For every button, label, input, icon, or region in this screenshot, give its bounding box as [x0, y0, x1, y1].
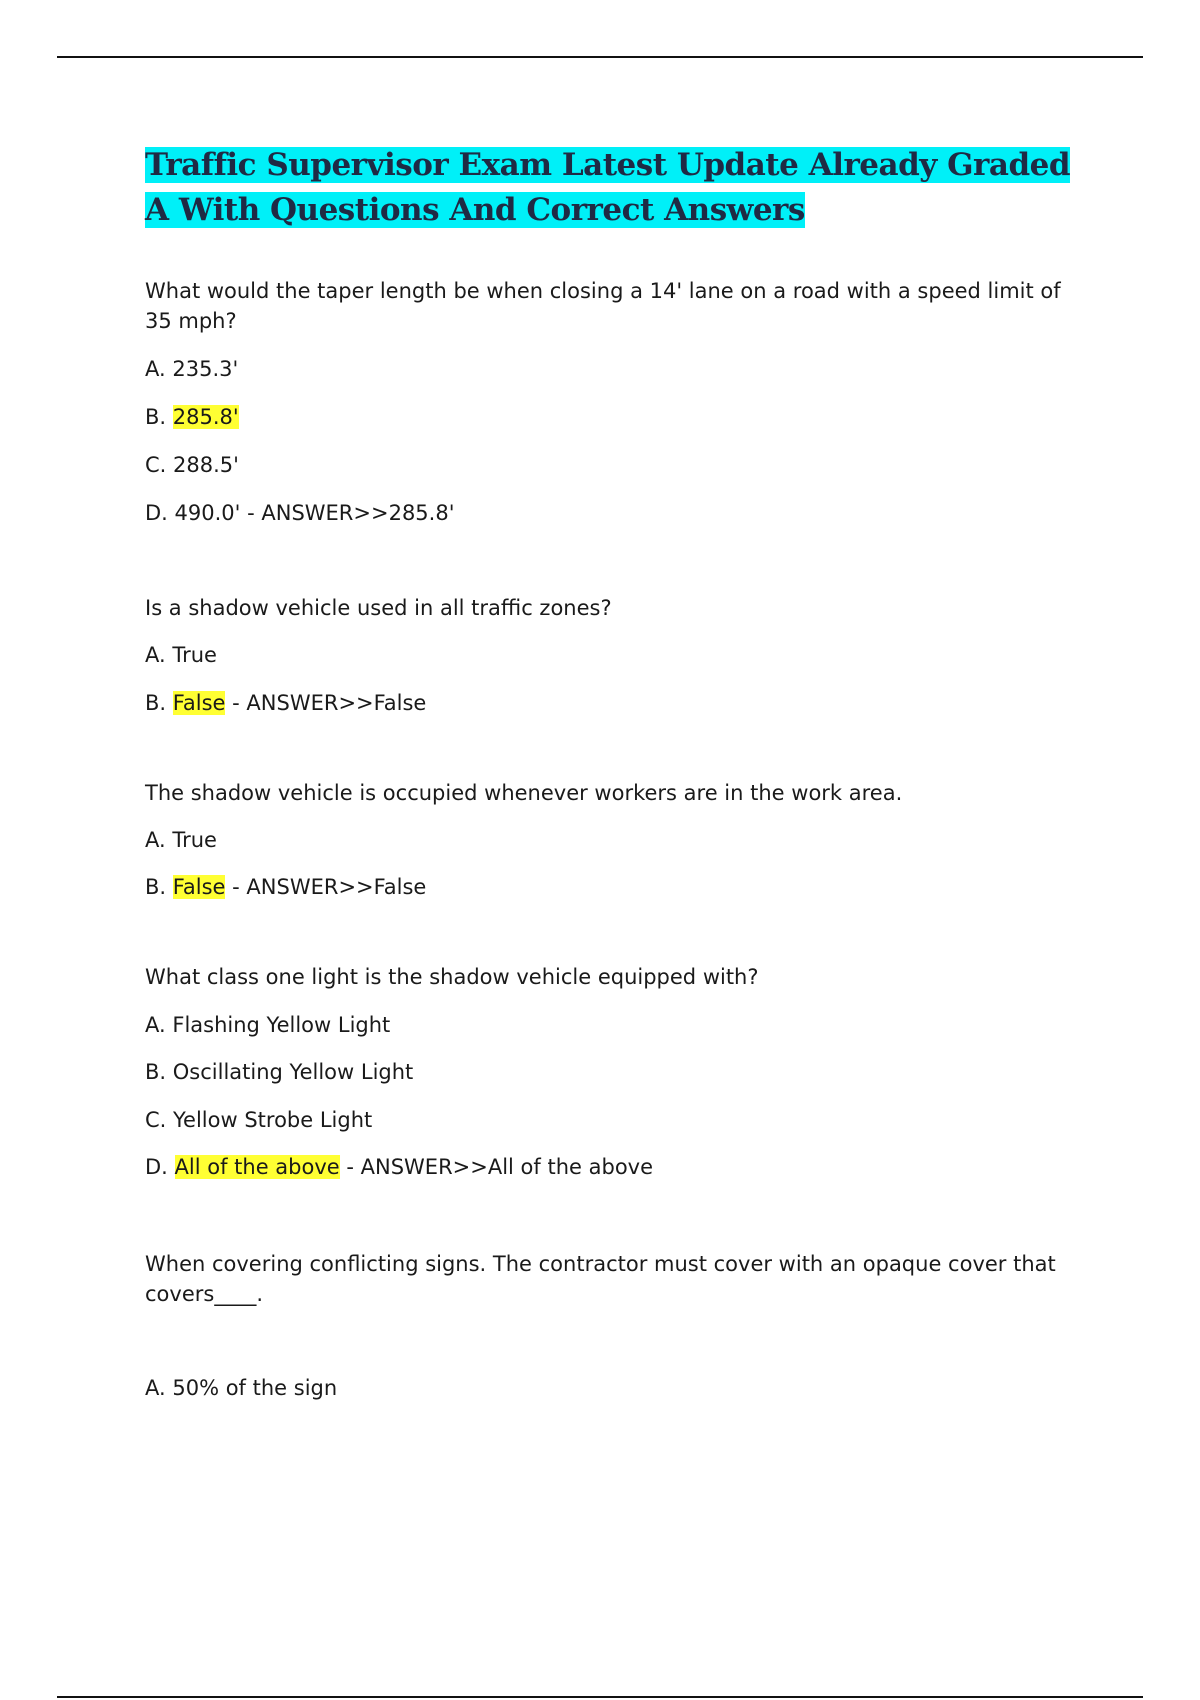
- question-block-4: [145, 962, 1085, 1182]
- option-d: D. All of the above - ANSWER>>All of the above: [145, 1155, 654, 1179]
- question-text: What would the taper length be when closing a 14' lane on a road with a speed limit of 35 mph?: [145, 279, 1061, 333]
- answer-key: - ANSWER>>285.8': [240, 501, 455, 525]
- question-text: When covering conflicting signs. The contractor must cover with an opaque cover that covers____.: [145, 1252, 1056, 1306]
- option-c: C. Yellow Strobe Light: [145, 1108, 373, 1132]
- correct-answer-highlight: 285.8': [172, 405, 239, 429]
- option-d: D. 490.0' - ANSWER>>285.8': [145, 501, 455, 525]
- option-a: A. Flashing Yellow Light: [145, 1013, 391, 1037]
- option-a: A. True: [145, 828, 217, 852]
- option-b: B. False - ANSWER>>False: [145, 875, 427, 899]
- title-highlight: Traffic Supervisor Exam Latest Update Already Graded A With Questions And Correct Answers: [145, 147, 1071, 228]
- option-a: A. 235.3': [145, 357, 239, 381]
- question-block-5: [145, 1249, 1085, 1403]
- answer-key: - ANSWER>>False: [225, 875, 427, 899]
- option-b: B. False - ANSWER>>False: [145, 691, 427, 715]
- bottom-rule: [57, 1696, 1143, 1698]
- option-b: B. Oscillating Yellow Light: [145, 1060, 414, 1084]
- correct-answer-highlight: False: [172, 875, 226, 899]
- top-rule: [57, 56, 1143, 58]
- question-block-2: [145, 593, 1085, 718]
- qa-list: [145, 276, 1085, 1403]
- question-text: What class one light is the shadow vehicle equipped with?: [145, 965, 759, 989]
- question-block-1: [145, 276, 1085, 528]
- document-page: [145, 143, 1085, 1403]
- question-block-3: [145, 778, 1085, 902]
- option-b: B. 285.8': [145, 405, 239, 429]
- answer-key: - ANSWER>>False: [225, 691, 427, 715]
- document-title: [145, 143, 1085, 233]
- option-a: A. 50% of the sign: [145, 1376, 338, 1400]
- answer-key: - ANSWER>>All of the above: [339, 1155, 654, 1179]
- question-text: The shadow vehicle is occupied whenever workers are in the work area.: [145, 781, 903, 805]
- option-c: C. 288.5': [145, 453, 239, 477]
- question-text: Is a shadow vehicle used in all traffic zones?: [145, 596, 612, 620]
- correct-answer-highlight: False: [172, 691, 226, 715]
- correct-answer-highlight: All of the above: [174, 1155, 340, 1179]
- option-a: A. True: [145, 643, 217, 667]
